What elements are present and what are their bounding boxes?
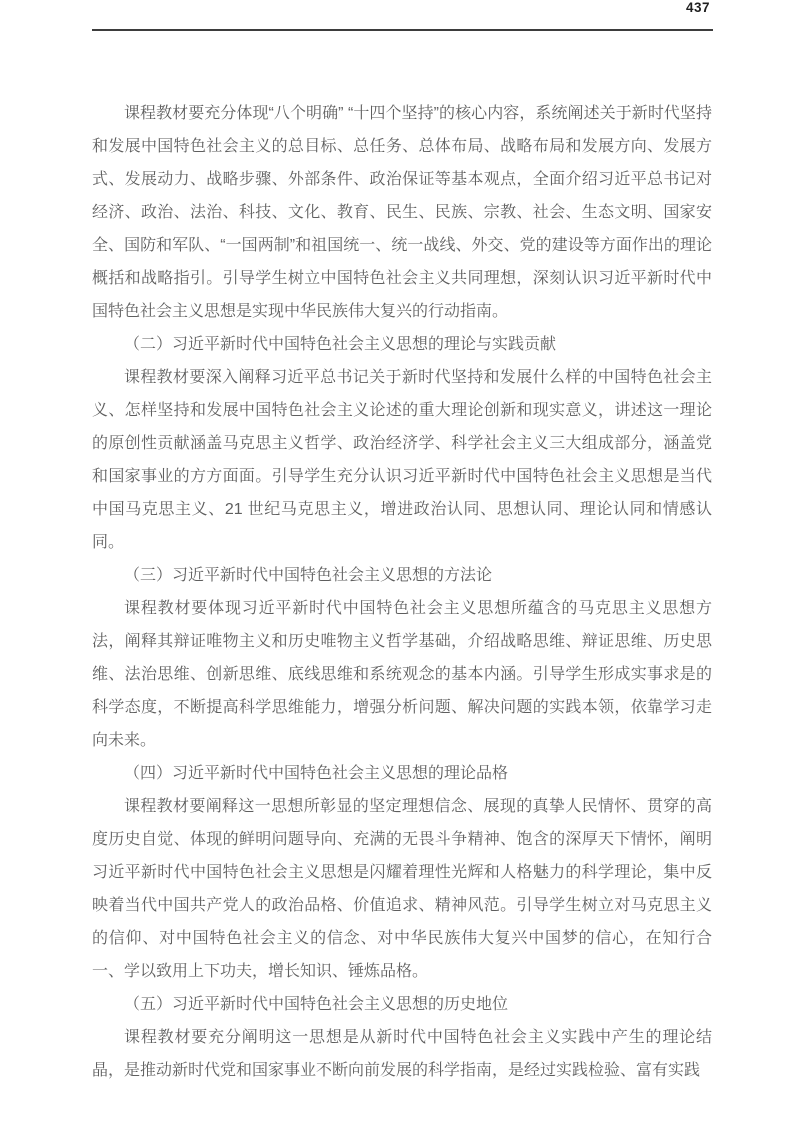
header-rule xyxy=(92,29,713,31)
paragraph: 课程教材要深入阐释习近平总书记关于新时代坚持和发展什么样的中国特色社会主义、怎样坚持和发展中国特色社会主义论述的重大理论创新和现实意义，讲述这一理论的原创性贡献涵盖马克思主义哲学、政治经济学、科学社会主义三大组成部分，涵盖党和国家事业的方方面面。引导学生充分认识习近平新时代中国特色社会主义思想是当代中国马克思主义、21 世纪马克思主义，增进政治认同、思想认同、理论认同和情感认同。 xyxy=(92,369,712,551)
section-heading-2: （二）习近平新时代中国特色社会主义思想的理论与实践贡献 xyxy=(124,336,557,353)
section-heading-4: （四）习近平新时代中国特色社会主义思想的理论品格 xyxy=(124,765,509,782)
page-number: 437 xyxy=(685,0,710,15)
section-heading-3: （三）习近平新时代中国特色社会主义思想的方法论 xyxy=(124,567,493,584)
paragraph: 课程教材要充分体现“八个明确” “十四个坚持”的核心内容，系统阐述关于新时代坚持和发展中国特色社会主义的总目标、总任务、总体布局、战略布局和发展方向、发展方式、发展动力、战略步骤、外部条件、政治保证等基本观点，全面介绍习近平总书记对经济、政治、法治、科技、文化、教育、民生、民族、宗教、社会、生态文明、国家安全、国防和军队、“一国两制”和祖国统一、统一战线、外交、党的建设等方面作出的理论概括和战略指引。引导学生树立中国特色社会主义共同理想，深刻认识习近平新时代中国特色社会主义思想是实现中华民族伟大复兴的行动指南。 xyxy=(92,105,712,320)
paragraph: 课程教材要充分阐明这一思想是从新时代中国特色社会主义实践中产生的理论结晶，是推动新时代党和国家事业不断向前发展的科学指南，是经过实践检验、富有实践 xyxy=(92,1029,712,1079)
section-heading-5: （五）习近平新时代中国特色社会主义思想的历史地位 xyxy=(124,996,509,1013)
paragraph: 课程教材要阐释这一思想所彰显的坚定理想信念、展现的真挚人民情怀、贯穿的高度历史自觉、体现的鲜明问题导向、充满的无畏斗争精神、饱含的深厚天下情怀，阐明习近平新时代中国特色社会主义思想是闪耀着理性光辉和人格魅力的科学理论，集中反映着当代中国共产党人的政治品格、价值追求、精神风范。引导学生树立对马克思主义的信仰、对中国特色社会主义的信念、对中华民族伟大复兴中国梦的信心，在知行合一、学以致用上下功夫，增长知识、锤炼品格。 xyxy=(92,798,712,980)
page-body xyxy=(92,97,712,1087)
paragraph: 课程教材要体现习近平新时代中国特色社会主义思想所蕴含的马克思主义思想方法，阐释其辩证唯物主义和历史唯物主义哲学基础，介绍战略思维、辩证思维、历史思维、法治思维、创新思维、底线思维和系统观念的基本内涵。引导学生形成实事求是的科学态度，不断提高科学思维能力，增强分析问题、解决问题的实践本领，依靠学习走向未来。 xyxy=(92,600,712,749)
